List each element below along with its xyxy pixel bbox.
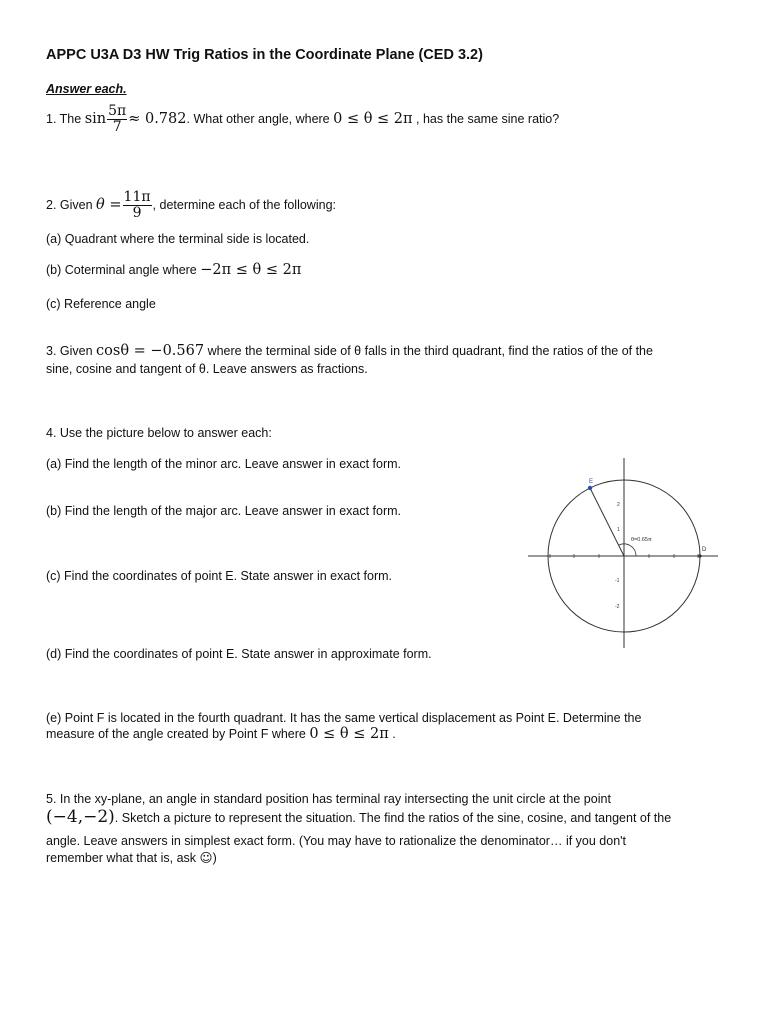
q1-frac-den: 7 [112, 119, 122, 135]
q1-suffix: , has the same sine ratio? [412, 111, 560, 126]
angle-arc [619, 544, 636, 556]
question-2b [46, 262, 301, 278]
q4e-prefix: measure of the angle created by Point F where [46, 727, 310, 741]
y-tick-label-neg1: -1 [615, 578, 620, 584]
q4e-range: 0 ≤ θ ≤ 2π [309, 726, 389, 742]
question-5-line3: angle. Leave answers in simplest exact form. (You may have to rationalize the denominator… if you don't [46, 834, 627, 848]
question-4a: (a) Find the length of the minor arc. Leave answer in exact form. [46, 457, 402, 471]
question-4b: (b) Find the length of the major arc. Leave answer in exact form. [46, 504, 402, 518]
q1-range: 0 ≤ θ ≤ 2π [333, 110, 413, 127]
point-e-label: E [589, 479, 594, 485]
y-tick-label-1: 1 [617, 527, 620, 533]
circle-diagram [528, 458, 718, 648]
q1-sin: sin [84, 110, 107, 127]
question-4d: (d) Find the coordinates of point E. State answer in approximate form. [46, 647, 432, 661]
question-2 [46, 190, 336, 221]
y-tick-label-neg2: -2 [615, 604, 620, 610]
instruction: Answer each. [46, 82, 127, 96]
q1-approx: ≈ 0.782 [128, 110, 187, 127]
question-5-line1: 5. In the xy-plane, an angle in standard position has terminal ray intersecting the unit circle at the point [46, 792, 611, 806]
q5-line4-prefix: remember what that is, ask [46, 851, 200, 865]
smiley-icon: ☺ [199, 850, 213, 865]
angle-label: θ=0.65π [631, 537, 652, 543]
q3-expr: θ = −0.567 [120, 343, 205, 359]
question-2a: (a) Quadrant where the terminal side is located. [46, 232, 310, 246]
q1-fraction [107, 104, 127, 135]
q2-frac-den: 9 [132, 205, 142, 221]
page-title: APPC U3A D3 HW Trig Ratios in the Coordinate Plane (CED 3.2) [46, 47, 483, 63]
point-d-dot [698, 554, 701, 557]
question-3-line1 [46, 343, 653, 359]
q2-theta-eq: θ = [96, 196, 122, 213]
question-4e-line1: (e) Point F is located in the fourth quadrant. It has the same vertical displacement as Point E. Determine the [46, 711, 642, 725]
q5-line2-rest: . Sketch a picture to represent the situation. The find the ratios of the sine, cosine, and tangent of the [114, 811, 672, 825]
q5-point: (−4,−2) [46, 807, 115, 827]
question-2c: (c) Reference angle [46, 297, 156, 311]
q4e-suffix: . [388, 727, 396, 741]
question-4e-line2 [46, 726, 396, 742]
q1-prefix: 1. The [46, 111, 85, 126]
question-4c: (c) Find the coordinates of point E. State answer in exact form. [46, 569, 392, 583]
question-5-line4 [46, 850, 217, 866]
q2b-text: (b) Coterminal angle where [46, 263, 201, 277]
y-tick-label-2: 2 [617, 502, 620, 508]
q1-mid: . What other angle, where [186, 111, 334, 126]
point-e-dot [588, 486, 592, 490]
question-3-line2: sine, cosine and tangent of θ. Leave answers as fractions. [46, 362, 368, 376]
q5-line4-suffix: ) [212, 851, 217, 865]
q2-prefix: 2. Given [46, 197, 97, 212]
q2-suffix: , determine each of the following: [152, 197, 336, 212]
q2-frac-num: 11π [123, 189, 151, 205]
q3-prefix: 3. Given [46, 344, 97, 358]
terminal-ray [590, 488, 624, 556]
question-4-intro: 4. Use the picture below to answer each: [46, 426, 272, 440]
question-5-line2 [46, 809, 671, 826]
point-d-label: D [702, 547, 707, 553]
q2-fraction [123, 190, 152, 221]
question-1 [46, 104, 559, 135]
q2b-range: −2π ≤ θ ≤ 2π [200, 262, 302, 278]
q1-frac-num: 5π [108, 103, 127, 119]
q3-cos: cos [96, 343, 121, 359]
q3-line1-rest: where the terminal side of θ falls in the third quadrant, find the ratios of the of the [204, 344, 653, 358]
